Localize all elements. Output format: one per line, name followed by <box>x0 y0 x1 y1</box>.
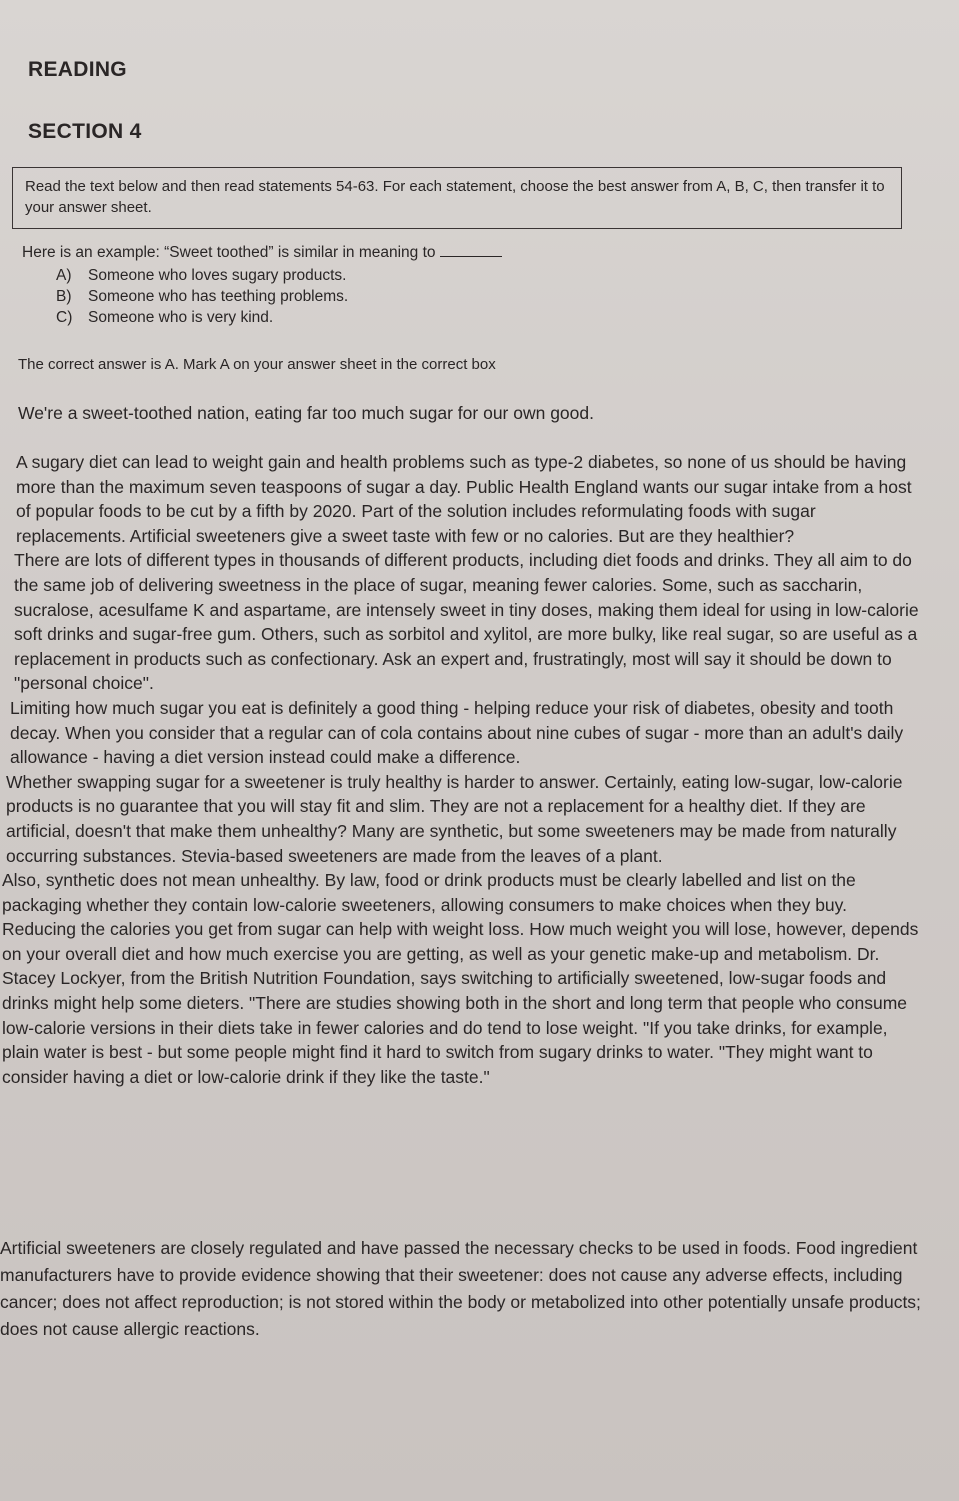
option-text: Someone who is very kind. <box>88 309 274 326</box>
article-paragraph: There are lots of different types in thousands of different products, including diet foods and drinks. They all aim to do the same job of delivering sweetness in the place of sugar, meaning fewer calories. Some, such as saccharin, sucralose, acesulfame K and aspartame, are intensely sweet in tiny doses, making them ideal for using in low-calorie soft drinks and sugar-free gum. Others, such as sorbitol and xylitol, are more bulky, like real sugar, so are useful as a replacement in products such as confectionary. Ask an expert and, frustratingly, most will say it should be down to "personal choice". <box>14 550 919 694</box>
section-title: SECTION 4 <box>28 120 142 143</box>
page-title: READING <box>28 58 127 81</box>
option-letter: A) <box>56 267 72 284</box>
option-letter: C) <box>56 309 73 326</box>
example-question <box>22 242 582 328</box>
example-prompt-text: Here is an example: “Sweet toothed” is similar in meaning to <box>22 244 436 261</box>
option-c <box>56 307 582 328</box>
answer-note: The correct answer is A. Mark A on your answer sheet in the correct box <box>18 356 496 373</box>
article-body <box>2 450 922 1089</box>
instruction-text: Read the text below and then read statements 54-63. For each statement, choose the best answer from A, B, C, then transfer it to your answer sheet. <box>25 178 885 216</box>
article-paragraph: Limiting how much sugar you eat is definitely a good thing - helping reduce your risk of diabetes, obesity and tooth decay. When you consider that a regular can of cola contains about nine cubes of sugar - more than an adult's daily allowance - having a diet version instead could make a difference. <box>10 697 904 768</box>
option-b <box>56 286 582 307</box>
option-text: Someone who has teething problems. <box>88 288 349 305</box>
article-intro: We're a sweet-toothed nation, eating far too much sugar for our own good. <box>18 403 594 423</box>
example-prompt <box>22 242 582 263</box>
example-options <box>22 265 582 328</box>
option-text: Someone who loves sugary products. <box>88 267 347 284</box>
article-paragraph: Whether swapping sugar for a sweetener is truly healthy is harder to answer. Certainly, eating low-sugar, low-calorie products is no guarantee that you will stay fit and slim. They are not a replacement for a healthy diet. If they are artificial, doesn't that make them unhealthy? Many are synthetic, but some sweeteners may be made from naturally occurring substances. Stevia-based sweeteners are made from the leaves of a plant. <box>6 771 903 866</box>
instruction-box <box>12 167 902 229</box>
answer-blank <box>440 256 502 257</box>
article-paragraph: A sugary diet can lead to weight gain and health problems such as type-2 diabetes, so none of us should be having more than the maximum seven teaspoons of sugar a day. Public Health England wants our sugar intake from a host of popular foods to be cut by a fifth by 2020. Part of the solution includes reformulating foods with sugar replacements. Artificial sweeteners give a sweet taste with few or no calories. But are they healthier? <box>16 452 912 546</box>
article-paragraph: Reducing the calories you get from sugar can help with weight loss. How much weight you will lose, however, depends on your overall diet and how much exercise you are getting, as well as your genetic make-up and metabolism. Dr. Stacey Lockyer, from the British Nutrition Foundation, says switching to artificially sweetened, low-sugar foods and drinks might help some dieters. "There are studies showing both in the short and long term that people who consume low-calorie versions in their diets take in fewer calories and do tend to lose weight. "If you take drinks, for example, plain water is best - but some people might find it hard to switch from sugary drinks to water. "They might want to consider having a diet or low-calorie drink if they like the taste." <box>2 919 919 1087</box>
article-paragraph: Also, synthetic does not mean unhealthy. By law, food or drink products must be clearly labelled and list on the packaging whether they contain low-calorie sweeteners, allowing consumers to make choices when they buy. <box>2 870 856 915</box>
option-letter: B) <box>56 288 72 305</box>
article-final-paragraph: Artificial sweeteners are closely regulated and have passed the necessary checks to be used in foods. Food ingredient manufacturers have to provide evidence showing that their sweetener: does not cause any adverse effects, including cancer; does not affect reproduction; is not stored within the body or metabolized into other potentially unsafe products; does not cause allergic reactions. <box>0 1238 921 1339</box>
option-a <box>56 265 582 286</box>
